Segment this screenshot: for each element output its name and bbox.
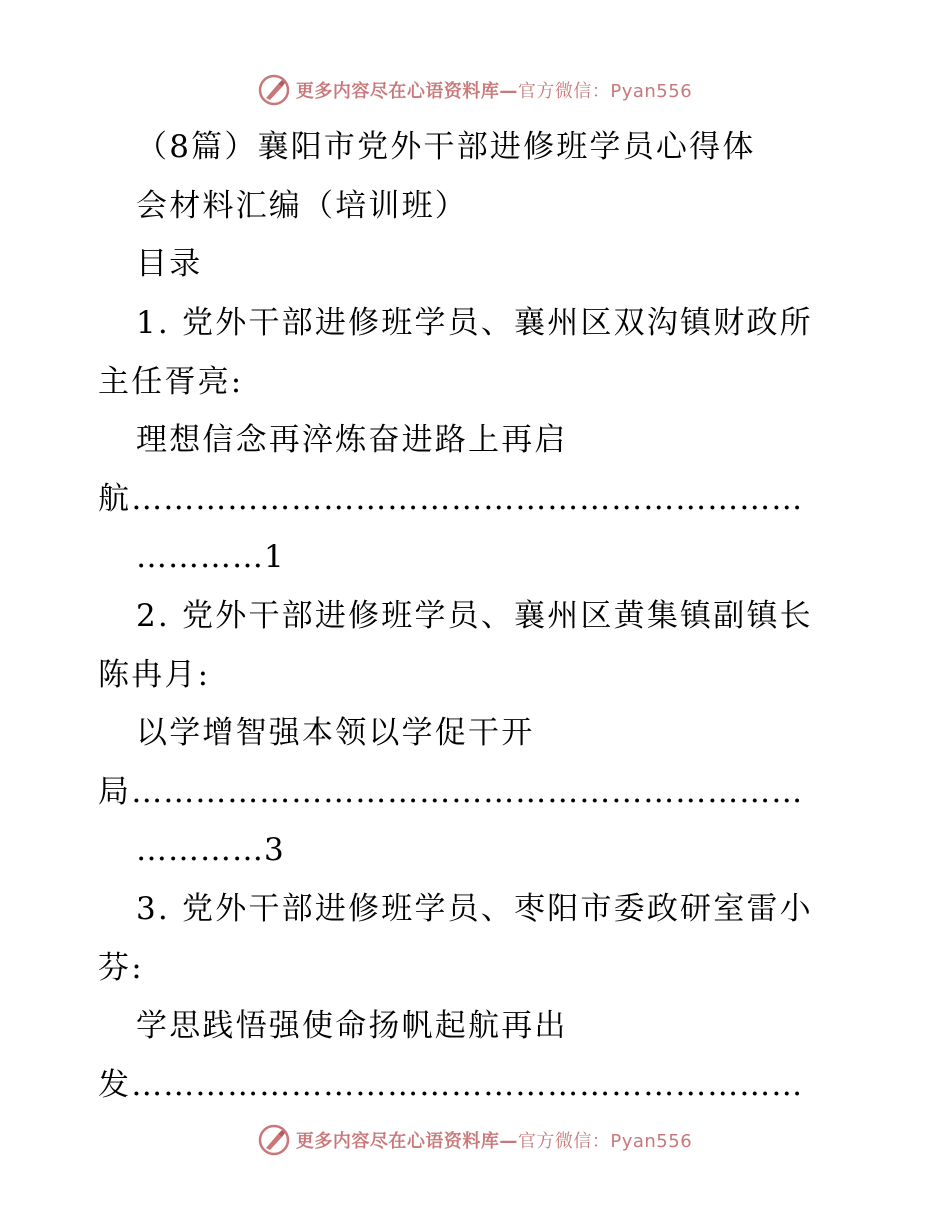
toc-page-number: 1: [264, 539, 286, 575]
banner-text: 更多内容尽在心语资料库—官方微信：Pyan556: [295, 81, 693, 102]
toc-entry-2-author-cont: 陈冉月:: [98, 657, 211, 693]
toc-entry-tail: 发: [98, 1067, 132, 1103]
header-banner: [0, 70, 950, 110]
toc-entry-3-title[interactable]: 学思践悟强使命扬帆起航再出: [136, 1008, 568, 1044]
toc-heading: 目录: [136, 246, 203, 282]
toc-dot-leader: …………: [136, 832, 264, 868]
toc-entry-3-author-cont: 芬:: [98, 950, 144, 986]
toc-page-number: 3: [264, 832, 286, 868]
pen-logo-icon: [258, 1124, 290, 1156]
toc-entry-2-author[interactable]: [136, 596, 813, 636]
doc-title-line-1: （8篇）襄阳市党外干部进修班学员心得体: [136, 129, 756, 165]
toc-entry-3-leader: [98, 1065, 803, 1105]
toc-entry-tail: 局: [98, 774, 132, 810]
toc-entry-1-author-cont: 主任胥亮:: [98, 364, 244, 400]
toc-entry-number: 2.: [136, 598, 170, 634]
toc-dot-leader: …………: [136, 539, 264, 575]
toc-entry-2-leader: [98, 772, 803, 812]
toc-entry-author: 党外干部进修班学员、襄州区黄集镇副镇长: [182, 598, 813, 634]
toc-entry-author: 党外干部进修班学员、襄州区双沟镇财政所: [182, 305, 813, 341]
toc-entry-2-page-line: [136, 830, 286, 870]
toc-entry-number: 1.: [136, 305, 170, 341]
toc-entry-1-author[interactable]: [136, 303, 813, 343]
toc-entry-1-page-line: [136, 537, 286, 577]
toc-entry-tail: 航: [98, 481, 132, 517]
toc-entry-number: 3.: [136, 891, 170, 927]
toc-dot-leader: ………………………………………………………: [131, 1067, 804, 1103]
toc-entry-1-title[interactable]: 理想信念再淬炼奋进路上再启: [136, 422, 568, 458]
toc-entry-author: 党外干部进修班学员、枣阳市委政研室雷小: [182, 891, 813, 927]
toc-entry-3-author[interactable]: [136, 889, 813, 929]
doc-title-line-2: 会材料汇编（培训班）: [136, 188, 468, 224]
footer-banner: [0, 1120, 950, 1160]
banner-text: 更多内容尽在心语资料库—官方微信：Pyan556: [295, 1131, 693, 1152]
pen-logo-icon: [258, 74, 290, 106]
toc-dot-leader: ………………………………………………………: [131, 774, 804, 810]
toc-dot-leader: ………………………………………………………: [131, 481, 804, 517]
toc-entry-1-leader: [98, 479, 803, 519]
toc-entry-2-title[interactable]: 以学增智强本领以学促干开: [136, 715, 535, 751]
